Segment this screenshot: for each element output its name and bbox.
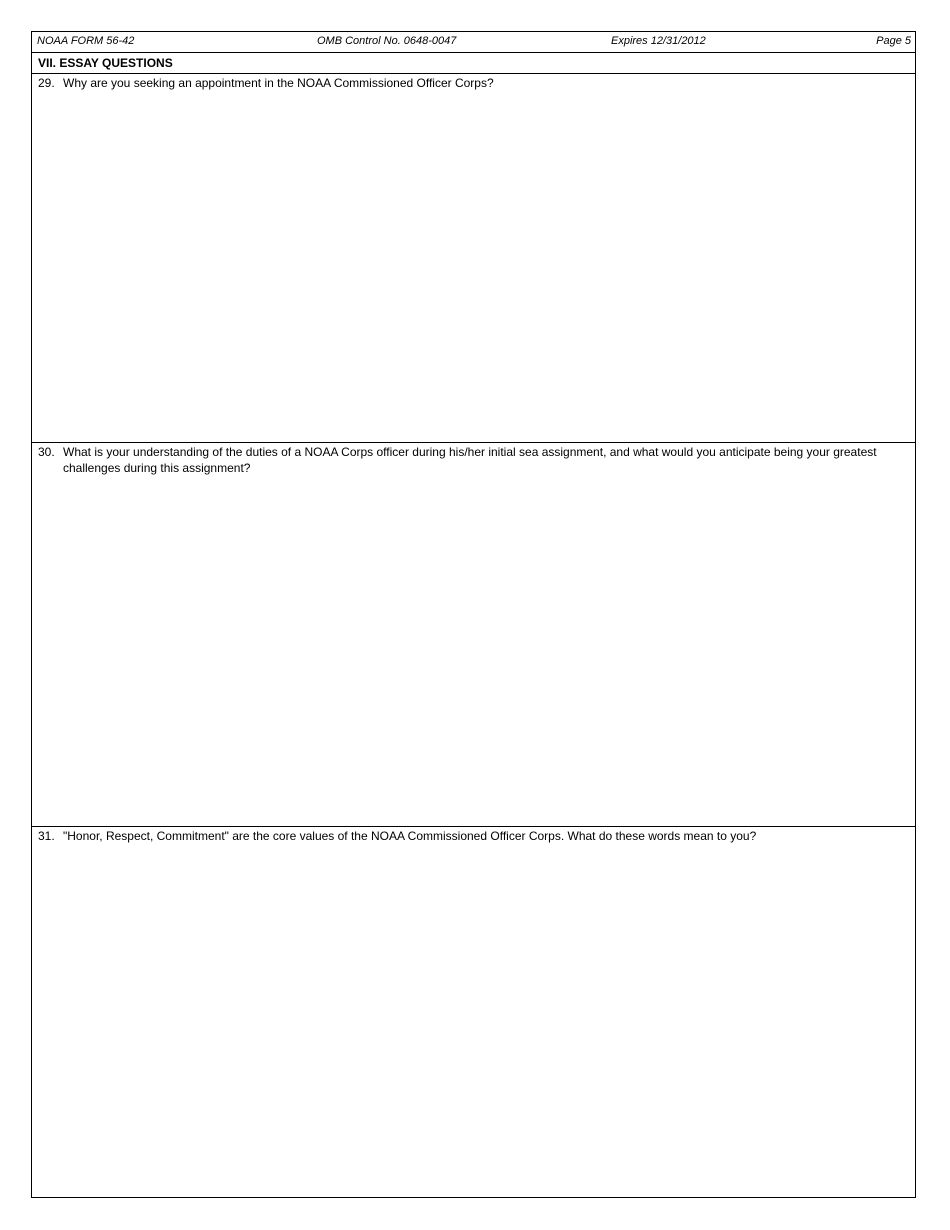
form-number: NOAA FORM 56-42 [37, 35, 135, 47]
expiration-date: Expires 12/31/2012 [611, 35, 706, 47]
omb-control-number: OMB Control No. 0648-0047 [317, 35, 457, 47]
section-title: VII. ESSAY QUESTIONS [38, 56, 173, 70]
question-text: What is your understanding of the duties of a NOAA Corps officer during his/her initial sea assignment, and what would you anticipate being your greatest challenges during this assignment? [63, 445, 877, 475]
question-29-block [32, 74, 915, 443]
page-number: Page 5 [876, 35, 911, 47]
section-heading [32, 53, 915, 74]
question-31-block [32, 827, 915, 1197]
answer-area-31[interactable] [32, 847, 915, 1197]
answer-area-29[interactable] [32, 94, 915, 442]
question-number: 30. [38, 445, 55, 459]
question-30-block [32, 443, 915, 827]
form-page [31, 31, 916, 1198]
question-number: 29. [38, 76, 55, 90]
question-text: Why are you seeking an appointment in the NOAA Commissioned Officer Corps? [63, 76, 494, 90]
question-number: 31. [38, 829, 55, 843]
question-text: "Honor, Respect, Commitment" are the core values of the NOAA Commissioned Officer Corps. What do these words mean to you? [63, 829, 757, 843]
answer-area-30[interactable] [32, 479, 915, 826]
form-header [32, 32, 915, 53]
